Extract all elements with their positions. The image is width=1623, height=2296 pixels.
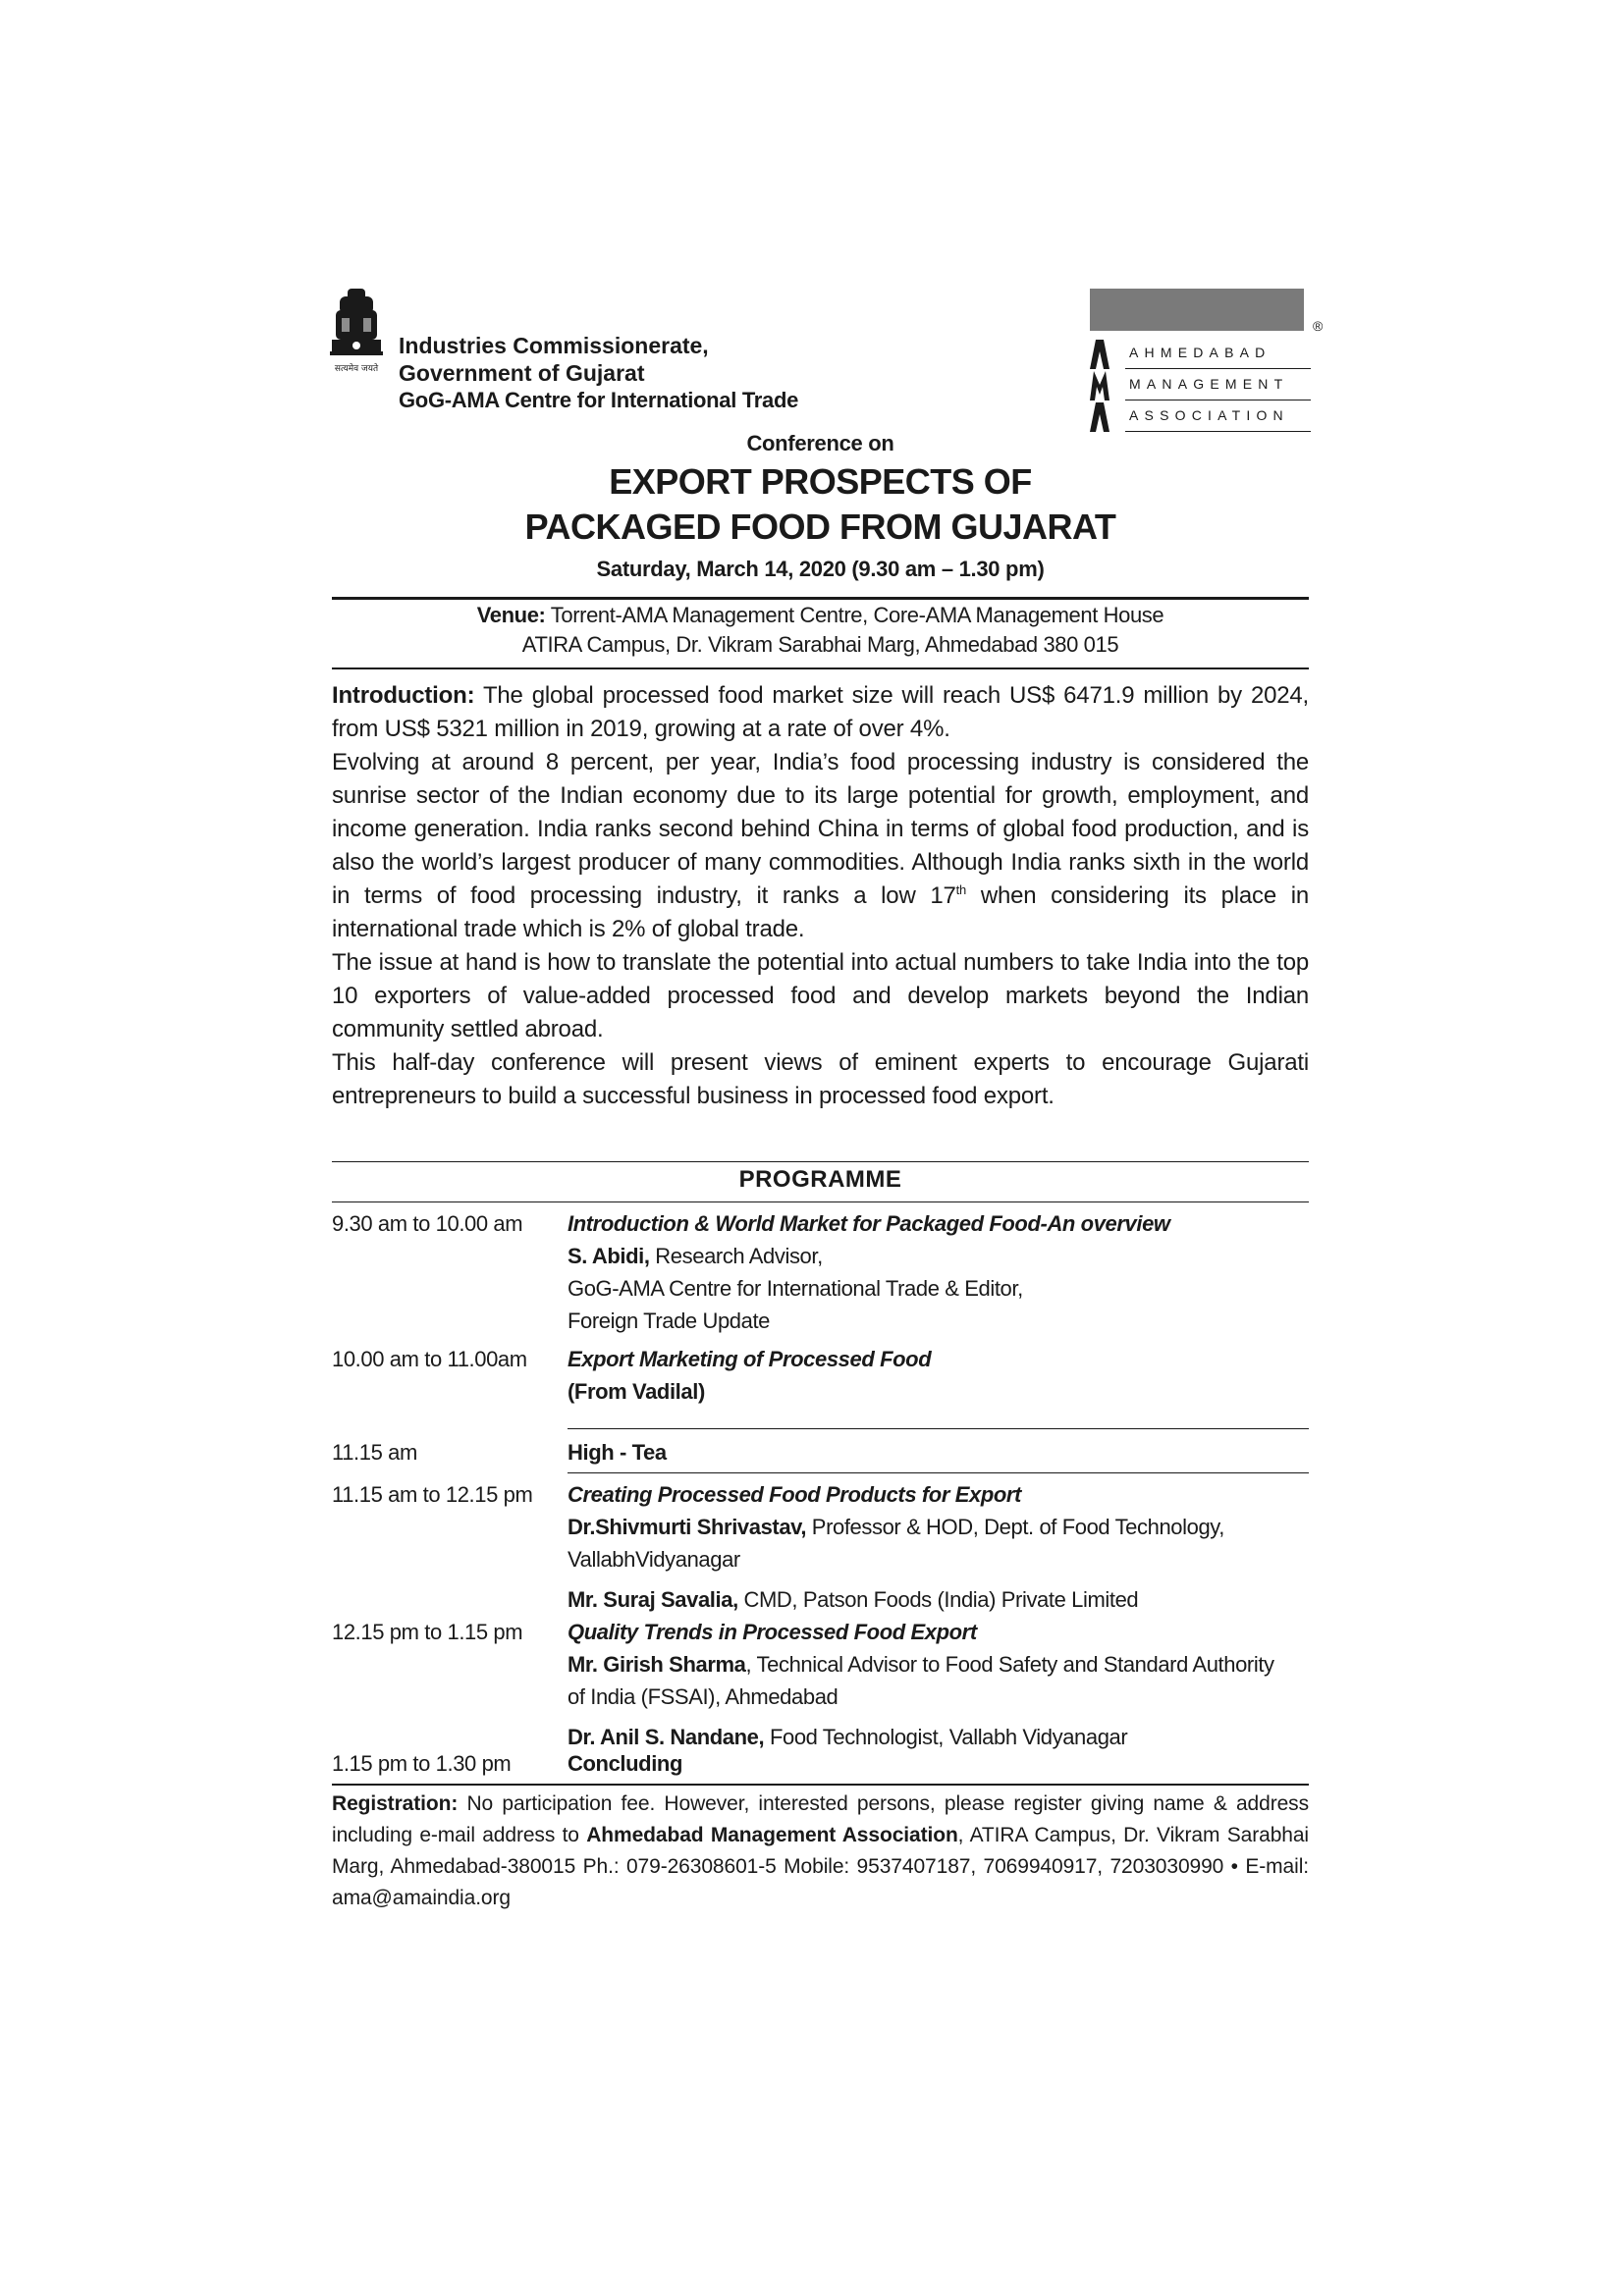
venue-line-2: ATIRA Campus, Dr. Vikram Sarabhai Marg, Ahmedabad 380 015: [521, 632, 1119, 657]
speaker-name: Mr. Suraj Savalia,: [568, 1587, 738, 1612]
session-title: Concluding: [568, 1751, 682, 1776]
intro-label: Introduction:: [332, 682, 475, 709]
ama-logo-bar: [1090, 289, 1304, 331]
ordinal-suffix: th: [955, 882, 967, 897]
ama-text-2: MANAGEMENT: [1129, 376, 1289, 392]
registration-label: Registration:: [332, 1792, 459, 1815]
venue-label: Venue:: [476, 603, 546, 627]
event-date: Saturday, March 14, 2020 (9.30 am – 1.30 pm): [596, 557, 1045, 581]
ama-logo-row-2: [1090, 371, 1311, 400]
divider: [332, 1784, 1309, 1786]
speaker-name: Dr. Anil S. Nandane,: [568, 1725, 765, 1749]
programme-title: PROGRAMME: [738, 1166, 902, 1193]
ama-mark-icon: [1090, 371, 1111, 400]
speaker-name: S. Abidi,: [568, 1244, 650, 1268]
session-title: Introduction & World Market for Packaged Food-An overview: [568, 1211, 1170, 1236]
ama-text-1: AHMEDABAD: [1129, 345, 1271, 360]
org-line-3: GoG-AMA Centre for International Trade: [399, 388, 799, 412]
speaker-desc-line-2: VallabhVidyanagar: [568, 1547, 740, 1572]
org-line-1: Industries Commissionerate,: [399, 333, 709, 358]
session-time: 12.15 pm to 1.15 pm: [332, 1620, 523, 1644]
org-line-2: Government of Gujarat: [399, 360, 645, 386]
organiser-block: [399, 332, 798, 414]
divider: [332, 1161, 1309, 1162]
session-title: High - Tea: [568, 1440, 667, 1465]
venue-block: [332, 601, 1309, 660]
speaker-desc: Professor & HOD, Dept. of Food Technology,: [806, 1515, 1224, 1539]
main-title-line-1: EXPORT PROSPECTS OF: [609, 461, 1032, 502]
divider: [568, 1472, 1309, 1473]
intro-paragraph-3: The issue at hand is how to translate the potential into actual numbers to take India into the top 10 exporters of value-added processed food and develop markets beyond the Indian community settled abroad.: [332, 949, 1309, 1042]
ama-logo-row-1: [1090, 340, 1311, 369]
session-title: Export Marketing of Processed Food: [568, 1347, 932, 1371]
divider: [568, 1428, 1309, 1429]
speaker-name: Dr.Shivmurti Shrivastav,: [568, 1515, 807, 1539]
intro-paragraph-2a: Evolving at around 8 percent, per year, India’s food processing industry is considered the sunrise sector of the Indian economy due to its large potential for growth, employment, and income generation. India ranks second behind China in terms of global food production, and is also the world’s largest producer of many commodities. Although India ranks sixth in the world in terms of food processing industry, it ranks a low 17: [332, 749, 1309, 909]
ama-logo: [1090, 289, 1324, 436]
title-block: [332, 430, 1309, 583]
registration-block: [332, 1789, 1309, 1914]
ama-logo-row-3: [1090, 402, 1311, 432]
session-title: Creating Processed Food Products for Export: [568, 1482, 1021, 1507]
registration-org: Ahmedabad Management Association: [586, 1824, 958, 1846]
speaker-desc: Research Advisor,: [649, 1244, 823, 1268]
speaker-desc-line-2: of India (FSSAI), Ahmedabad: [568, 1684, 839, 1709]
session-time: 1.15 pm to 1.30 pm: [332, 1751, 512, 1776]
intro-paragraph-4: This half-day conference will present views of eminent experts to encourage Gujarati entrepreneurs to build a successful business in processed food export.: [332, 1049, 1309, 1109]
introduction: [332, 679, 1309, 1113]
speaker-desc: , Technical Advisor to Food Safety and Standard Authority: [745, 1652, 1274, 1677]
divider: [332, 597, 1309, 600]
registration-text-b: , ATIRA Campus, Dr. Vikram Sarabhai Marg, Ahmedabad-380015 Ph.: 079-26308601-5 Mobile: 9537407187, 7069940917, 7203030990 • E-mail: ama@amaindia.org: [332, 1824, 1309, 1909]
intro-paragraph-2b: when considering its place in international trade which is 2% of global trade.: [332, 882, 1309, 942]
speaker-desc-line-3: Foreign Trade Update: [568, 1308, 771, 1333]
speaker-desc: CMD, Patson Foods (India) Private Limited: [737, 1587, 1139, 1612]
divider: [332, 1201, 1309, 1202]
session-time: 11.15 am: [332, 1440, 417, 1465]
speaker-desc: Food Technologist, Vallabh Vidyanagar: [764, 1725, 1128, 1749]
ama-mark-icon: [1090, 340, 1111, 369]
session-time: 9.30 am to 10.00 am: [332, 1211, 523, 1236]
venue-line-1: Torrent-AMA Management Centre, Core-AMA Management House: [545, 603, 1164, 627]
ama-mark-icon: [1090, 402, 1111, 432]
national-emblem-icon: [326, 285, 387, 379]
speaker-name: Mr. Girish Sharma: [568, 1652, 746, 1677]
registration-text-a: No participation fee. However, interested persons, please register giving name & address including e-mail address to: [332, 1792, 1309, 1846]
registered-mark: ®: [1313, 318, 1324, 334]
emblem-caption: सत्यमेव जयते: [334, 364, 379, 374]
session-time: 10.00 am to 11.00am: [332, 1347, 527, 1371]
main-title-line-2: PACKAGED FOOD FROM GUJARAT: [524, 507, 1116, 547]
session-note: (From Vadilal): [568, 1379, 705, 1404]
session-title: Quality Trends in Processed Food Export: [568, 1620, 977, 1644]
conference-on-label: Conference on: [746, 431, 894, 455]
divider: [332, 667, 1309, 669]
speaker-desc-line-2: GoG-AMA Centre for International Trade & Editor,: [568, 1276, 1023, 1301]
ama-text-3: ASSOCIATION: [1129, 407, 1289, 423]
session-time: 11.15 am to 12.15 pm: [332, 1482, 533, 1507]
intro-paragraph-1: The global processed food market size will reach US$ 6471.9 million by 2024, from US$ 5321 million in 2019, growing at a rate of over 4%.: [332, 682, 1309, 742]
